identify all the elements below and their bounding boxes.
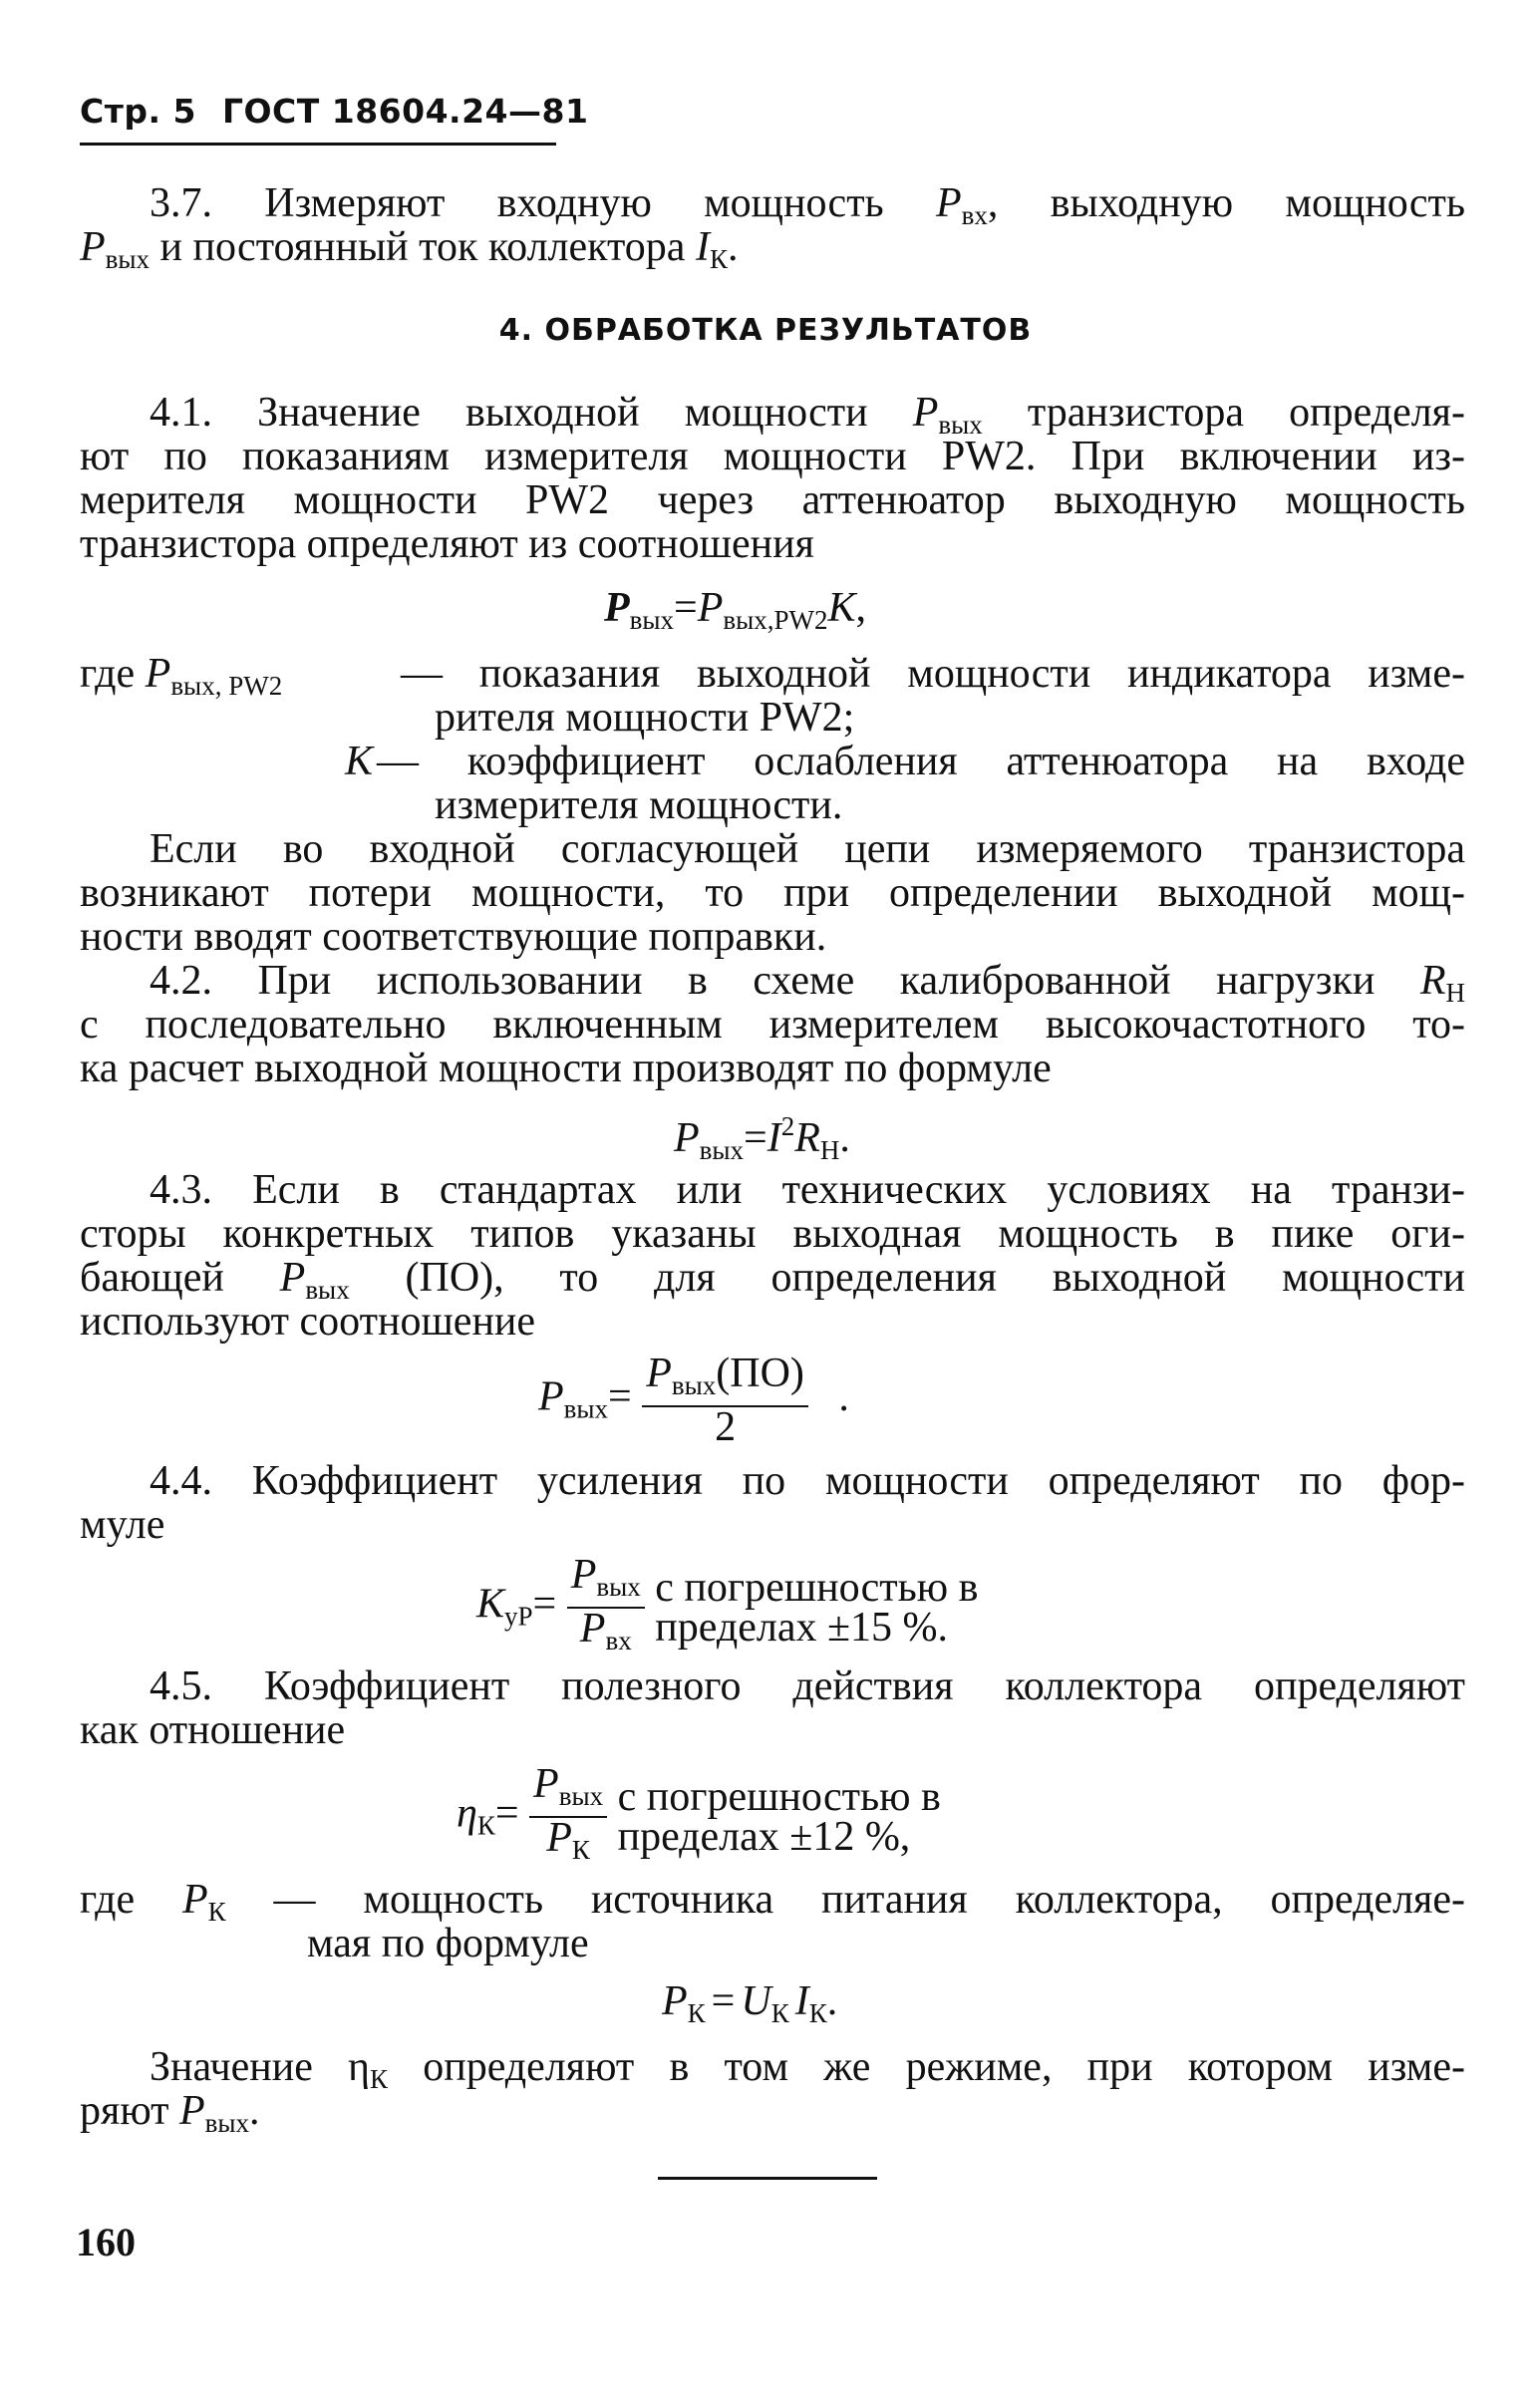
para-4-4-line-1: 4.4. Коэффициент усиления по мощности определяют по фор-	[150, 1458, 1465, 1504]
para-4-2-line-3: ка расчет выходной мощности производят по формуле	[80, 1046, 1052, 1091]
formula-6: $P_К = U_К$ $I_К$.	[662, 1978, 838, 2028]
formula-3: $P_{вых}=$ $\frac{P_{вых}(ПО)}{2}$ .	[538, 1351, 849, 1450]
para-3-7-line-1: 3.7. Измеряют входную мощность $P_{вх}$, выходную мощность	[150, 180, 1465, 230]
header-standard: ГОСТ 18604.24—81	[221, 92, 589, 131]
formula-3-fraction: $\frac{P_{вых}(ПО)}{2}$	[642, 1354, 808, 1447]
where-2-line-2: мая по формуле	[307, 1921, 589, 1966]
end-rule	[658, 2177, 877, 2180]
formula-5-note: с погрешностью в пределах ±12 %,	[617, 1774, 941, 1860]
formula-2: $P_{вых}=I^2R_Н$.	[674, 1111, 850, 1165]
para-4-2-line-2: с последовательно включенным измерителем высокочастотного то-	[80, 1002, 1465, 1048]
para-4-1-line-2: ют по показаниям измерителя мощности PW2. При включении из-	[80, 434, 1465, 479]
para-4-3-line-4: используют соотношение	[80, 1299, 536, 1345]
page-number: 160	[76, 2220, 136, 2264]
losses-line-1: Если во входной согласующей цепи измеряемого транзистора	[150, 826, 1465, 872]
where-1-desc-2: — коэффициент ослабления аттенюатора на входе	[377, 739, 1465, 784]
para-4-3-line-3: бающей $P_{вых}$ (ПО), то для определения выходной мощности	[80, 1255, 1465, 1305]
para-4-3-line-2: сторы конкретных типов указаны выходная мощность в пике оги-	[80, 1211, 1465, 1257]
where-1-symbol: где $P_{вых, PW2}$	[80, 651, 283, 701]
where-1-desc-1: — показания выходной мощности индикатора изме-	[401, 651, 1465, 697]
para-4-3-line-1: 4.3. Если в стандартах или технических условиях на транзи-	[150, 1167, 1465, 1213]
para-4-1-line-1: 4.1. Значение выходной мощности $P_{вых}$ транзистора определя-	[150, 390, 1465, 440]
page-header	[80, 92, 588, 131]
where-2-line-1: где $P_К$ — мощность источника питания коллектора, определяе-	[80, 1877, 1465, 1927]
where-1-desc-2b: измерителя мощности.	[435, 782, 843, 828]
para-4-4-line-2: муле	[80, 1502, 165, 1548]
final-para-line-2: ряют $P_{вых}$.	[80, 2088, 260, 2138]
para-3-7-line-2: $P_{вых}$ и постоянный ток коллектора $I_К$.	[80, 224, 739, 274]
para-4-1-line-4: транзистора определяют из соотношения	[80, 521, 814, 567]
para-4-5-line-2: как отношение	[80, 1707, 346, 1753]
para-4-2-line-1: 4.2. При использовании в схеме калиброванной нагрузки $R_Н$	[150, 958, 1465, 1008]
final-para-line-1: Значение $\eta_К$ определяют в том же режиме, при котором изме-	[150, 2044, 1465, 2094]
formula-4: $K_{уP}=$ $\frac{P_{вых}}{P_{вх}}$ с погрешностью в пределах ±15 %.	[476, 1555, 979, 1660]
formula-1: $P_{вых}=P_{вых,PW2}K$,	[604, 585, 867, 635]
section-title: 4. ОБРАБОТКА РЕЗУЛЬТАТОВ	[498, 313, 1033, 348]
para-4-1-line-3: мерителя мощности PW2 через аттенюатор выходную мощность	[80, 477, 1465, 523]
formula-4-note: с погрешностью в пределах ±15 %.	[655, 1565, 979, 1651]
losses-line-2: возникают потери мощности, то при определении выходной мощ-	[80, 870, 1465, 916]
header-rule	[80, 143, 556, 146]
formula-5: $\eta_К=$ $\frac{P_{вых}}{P_К}$ с погрешностью в пределах ±12 %,	[457, 1764, 941, 1870]
header-page-label: Стр. 5	[80, 92, 196, 131]
where-1-k-symbol: K	[345, 739, 374, 784]
formula-5-fraction: $\frac{P_{вых}}{P_К}$	[529, 1764, 607, 1870]
where-1-desc-1b: рителя мощности PW2;	[435, 695, 855, 741]
formula-4-fraction: $\frac{P_{вых}}{P_{вх}}$	[567, 1555, 645, 1660]
losses-line-3: ности вводят соответствующие поправки.	[80, 914, 827, 960]
para-4-5-line-1: 4.5. Коэффициент полезного действия коллектора определяют	[150, 1663, 1465, 1709]
